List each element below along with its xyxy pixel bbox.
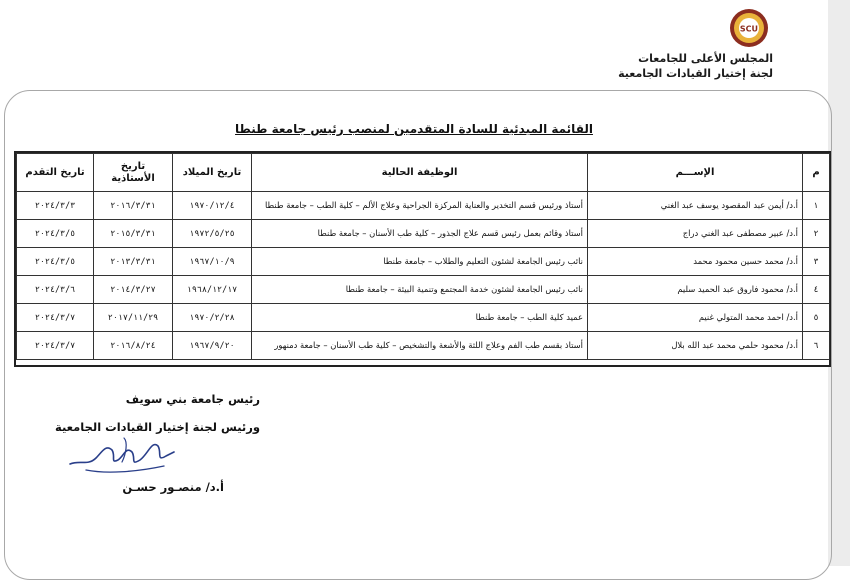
committee-name: لجنة إختيار القيادات الجامعية bbox=[618, 67, 773, 80]
row-name: أ.د/ احمد محمد المتولي غنيم bbox=[588, 304, 803, 332]
row-job: عميد كلية الطب – جامعة طنطا bbox=[252, 304, 588, 332]
row-apply-date: ٢٠٢٤/٣/٧ bbox=[17, 332, 94, 360]
row-num: ٦ bbox=[803, 332, 830, 360]
row-job: أستاذ بقسم طب الفم وعلاج اللثة والأشعة والتشخيص – كلية طب الأسنان – جامعة دمنهور bbox=[252, 332, 588, 360]
signatory-role: ورئيس لجنة إختيار القيادات الجامعية bbox=[55, 420, 260, 434]
col-header-birth: تاريخ الميلاد bbox=[173, 154, 252, 192]
row-job: نائب رئيس الجامعة لشئون التعليم والطلاب – جامعة طنطا bbox=[252, 248, 588, 276]
row-name: أ.د/ محمد حسين محمود محمد bbox=[588, 248, 803, 276]
row-num: ٢ bbox=[803, 220, 830, 248]
row-apply-date: ٢٠٢٤/٣/٦ bbox=[17, 276, 94, 304]
row-apply-date: ٢٠٢٤/٣/٥ bbox=[17, 248, 94, 276]
row-apply-date: ٢٠٢٤/٣/٧ bbox=[17, 304, 94, 332]
row-birth-date: ١٩٧٠/١٢/٤ bbox=[173, 192, 252, 220]
org-name: المجلس الأعلى للجامعات bbox=[638, 52, 773, 65]
row-job: نائب رئيس الجامعة لشئون خدمة المجتمع وتنمية البيئة – جامعة طنطا bbox=[252, 276, 588, 304]
row-birth-date: ١٩٦٧/١٠/٩ bbox=[173, 248, 252, 276]
table-header-row bbox=[17, 154, 830, 192]
row-job: أستاذ وقائم بعمل رئيس قسم علاج الجذور – كلية طب الأسنان – جامعة طنطا bbox=[252, 220, 588, 248]
row-prof-date: ٢٠١٦/٨/٢٤ bbox=[94, 332, 173, 360]
table-row bbox=[17, 220, 830, 248]
row-prof-date: ٢٠١٧/١١/٢٩ bbox=[94, 304, 173, 332]
logo-text: SCU bbox=[739, 24, 759, 34]
col-header-prof: تاريخ الأستاذية bbox=[94, 154, 173, 192]
page-title: القائمة المبدئية للسادة المتقدمين لمنصب رئيس جامعة طنطا bbox=[235, 122, 593, 136]
table-row bbox=[17, 304, 830, 332]
row-prof-date: ٢٠١٦/٣/٣١ bbox=[94, 192, 173, 220]
council-logo-icon bbox=[724, 6, 774, 52]
row-birth-date: ١٩٧٢/٥/٢٥ bbox=[173, 220, 252, 248]
table-row bbox=[17, 332, 830, 360]
row-prof-date: ٢٠١٣/٣/٣١ bbox=[94, 248, 173, 276]
row-job: أستاذ ورئيس قسم التخدير والعناية المركزة الجراحية وعلاج الألم – كلية الطب – جامعة طنطا bbox=[252, 192, 588, 220]
table-row bbox=[17, 276, 830, 304]
signatory-title: رئيس جامعة بني سويف bbox=[125, 392, 260, 406]
col-header-job: الوظيفة الحالية bbox=[252, 154, 588, 192]
col-header-name: الإســـم bbox=[588, 154, 803, 192]
row-num: ١ bbox=[803, 192, 830, 220]
row-prof-date: ٢٠١٤/٣/٢٧ bbox=[94, 276, 173, 304]
row-apply-date: ٢٠٢٤/٣/٣ bbox=[17, 192, 94, 220]
row-num: ٥ bbox=[803, 304, 830, 332]
row-num: ٣ bbox=[803, 248, 830, 276]
col-header-num: م bbox=[803, 154, 830, 192]
row-name: أ.د/ محمود فاروق عبد الحميد سليم bbox=[588, 276, 803, 304]
row-birth-date: ١٩٦٧/٩/٢٠ bbox=[173, 332, 252, 360]
row-apply-date: ٢٠٢٤/٣/٥ bbox=[17, 220, 94, 248]
row-birth-date: ١٩٦٨/١٢/١٧ bbox=[173, 276, 252, 304]
table-row bbox=[17, 192, 830, 220]
row-birth-date: ١٩٧٠/٢/٢٨ bbox=[173, 304, 252, 332]
table-row bbox=[17, 248, 830, 276]
row-name: أ.د/ أيمن عبد المقصود يوسف عبد الغني bbox=[588, 192, 803, 220]
signatory-name: أ.د/ منصـور حسـن bbox=[122, 480, 224, 494]
handwritten-signature-icon bbox=[66, 430, 178, 482]
row-num: ٤ bbox=[803, 276, 830, 304]
col-header-apply: تاريخ التقدم bbox=[17, 154, 94, 192]
row-prof-date: ٢٠١٥/٣/٣١ bbox=[94, 220, 173, 248]
row-name: أ.د/ محمود حلمي محمد عبد الله بلال bbox=[588, 332, 803, 360]
row-name: أ.د/ عبير مصطفى عبد الغني دراج bbox=[588, 220, 803, 248]
candidates-table bbox=[16, 153, 830, 360]
